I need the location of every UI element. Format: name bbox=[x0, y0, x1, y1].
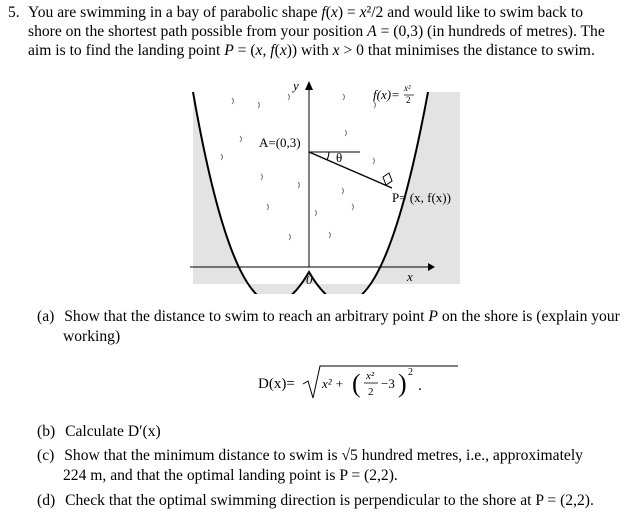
angle-label: θ bbox=[336, 150, 343, 165]
intro-line-2: shore on the shortest path possible from your position A = (0,3) (in hundreds of metres). The bbox=[28, 23, 605, 40]
curve-label-num: x² bbox=[404, 83, 411, 93]
paren-open: ( bbox=[352, 369, 361, 398]
f-definition: f bbox=[321, 4, 326, 21]
part-d-text: Check that the optimal swimming direction is perpendicular to the shore at P = (2,2). bbox=[65, 492, 594, 509]
part-d bbox=[37, 492, 594, 510]
part-a-label: (a) bbox=[37, 308, 55, 325]
part-c-text-1: Show that the minimum distance to swim is bbox=[64, 447, 338, 464]
part-d-label: (d) bbox=[37, 492, 56, 509]
curve-label-den: 2 bbox=[406, 95, 411, 105]
intro-text-6: with bbox=[301, 42, 329, 59]
intro-text-3: shore on the shortest path possible from your position bbox=[28, 23, 364, 40]
intro-text-1: You are swimming in a bay of parabolic shape bbox=[28, 4, 318, 21]
right-angle-marker bbox=[383, 173, 392, 185]
part-a-line-1 bbox=[37, 308, 620, 326]
A-definition: A bbox=[367, 23, 377, 40]
y-axis-arrow bbox=[305, 81, 313, 90]
intro-line-1: You are swimming in a bay of parabolic shape f(x) = x²/2 and would like to swim back to bbox=[28, 4, 583, 21]
part-a-P: P bbox=[428, 308, 438, 325]
point-A-label: A=(0,3) bbox=[259, 135, 301, 150]
part-c-line-2: 224 m, and that the optimal landing point is P = (2,2). bbox=[63, 467, 398, 484]
intro-text-2: and would like to swim back to bbox=[387, 4, 583, 21]
x-axis-label: x bbox=[407, 269, 413, 284]
bay-figure bbox=[180, 72, 470, 294]
part-a-text-1: Show that the distance to swim to reach an arbitrary point bbox=[64, 308, 425, 325]
formula-lhs: D(x)= bbox=[258, 376, 295, 392]
P-definition: P bbox=[224, 42, 234, 59]
part-c-label: (c) bbox=[37, 447, 55, 464]
part-b bbox=[37, 423, 161, 441]
origin-label: 0 bbox=[306, 272, 313, 287]
frac-den: 2 bbox=[368, 386, 374, 398]
curve-label: f(x)= bbox=[373, 87, 400, 102]
swim-path bbox=[309, 152, 392, 188]
intro-text-7: that minimises the distance to swim. bbox=[367, 42, 595, 59]
part-c-sqrt5: √5 bbox=[341, 447, 358, 464]
intro-line-3: aim is to find the landing point P = (x, f(x)) with x > 0 that minimises the distance to swim. bbox=[28, 42, 595, 59]
paren-close: ) bbox=[398, 369, 407, 398]
intro-text-4: (in hundreds of metres). The bbox=[427, 23, 605, 40]
formula-exp: 2 bbox=[408, 367, 413, 378]
part-a-text-2: on the shore is (explain your bbox=[441, 308, 620, 325]
formula-dot: . bbox=[418, 378, 422, 394]
part-a-line-2: working) bbox=[63, 328, 121, 345]
angle-arc bbox=[327, 152, 329, 160]
part-c-line-1 bbox=[37, 447, 583, 465]
intro-text-5: aim is to find the landing point bbox=[28, 42, 221, 59]
problem-number: 5. bbox=[8, 4, 20, 21]
part-b-label: (b) bbox=[37, 423, 56, 440]
wave-marks bbox=[221, 94, 376, 240]
formula-x2: x² + bbox=[322, 376, 344, 391]
distance-formula bbox=[258, 360, 518, 406]
part-b-text: Calculate D′(x) bbox=[65, 423, 161, 440]
y-axis-label: y bbox=[293, 78, 299, 93]
point-P-label: P= (x, f(x)) bbox=[392, 190, 451, 205]
formula-minus3: −3 bbox=[381, 376, 395, 391]
frac-num: x² bbox=[366, 370, 375, 382]
part-c-text-2: hundred metres, i.e., approximately bbox=[361, 447, 583, 464]
